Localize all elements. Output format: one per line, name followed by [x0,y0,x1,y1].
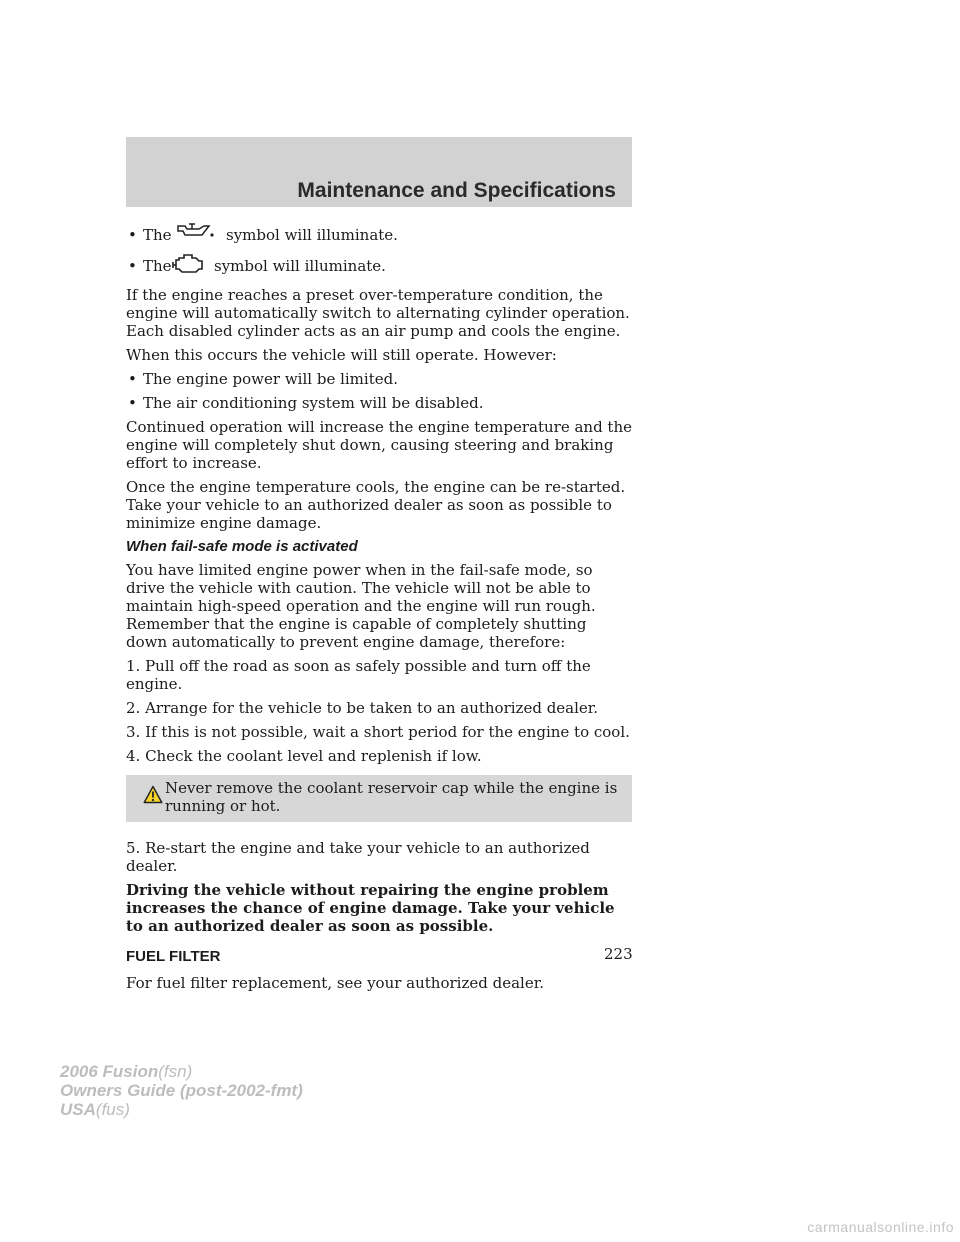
bullet-text-after: symbol will illuminate. [214,257,386,275]
paragraph-continued-operation: Continued operation will increase the engine temperature and the engine will completely shut down, causing steering and braking effort to increase. [126,418,633,472]
warning-triangle-icon [143,785,163,804]
check-engine-icon [172,251,206,275]
step-item: 1. Pull off the road as soon as safely possible and turn off the engine. [126,657,591,693]
symbol-bullet-temperature [126,224,632,246]
paragraph-restart: Once the engine temperature cools, the engine can be re-started. Take your vehicle to an authorized dealer as soon as possible to minimize engine damage. [126,478,626,532]
caution-box [126,775,632,822]
paragraph-over-temperature: If the engine reaches a preset over-temperature condition, the engine will automatically switch to alternating cylinder operation. Each disabled cylinder acts as an air pump and cools the engine. [126,286,630,340]
footer-line [60,1081,303,1100]
step-item: 4. Check the coolant level and replenish if low. [126,747,482,765]
bullet-dot: • [128,226,137,244]
bullet-dot: • [128,370,137,388]
list-item [126,370,632,388]
symbol-bullet-check-engine [126,255,632,277]
bullet-text-before: The [143,226,172,244]
bullet-dot: • [128,394,137,412]
page-content [126,224,632,998]
paragraph-fuel-filter: For fuel filter replacement, see your authorized dealer. [126,974,545,992]
paragraph-fail-safe: You have limited engine power when in the fail-safe mode, so drive the vehicle with caution. The vehicle will not be able to maintain high-speed operation and the engine will run rough. Remember that the engine is capable of completely shutting down automatically to prevent engine damage, therefore: [126,561,596,651]
step-item: 3. If this is not possible, wait a short period for the engine to cool. [126,723,630,741]
step-item: 2. Arrange for the vehicle to be taken to an authorized dealer. [126,699,599,717]
section-heading-fuel-filter: FUEL FILTER [126,948,221,965]
bold-warning: Driving the vehicle without repairing the engine problem increases the chance of engine damage. Take your vehicle to an authorized dealer as soon as possible. [126,881,615,935]
footer-line [60,1100,303,1119]
temperature-oil-can-icon [176,220,216,240]
step-item: 5. Re-start the engine and take your vehicle to an authorized dealer. [126,839,590,875]
footer-line [60,1062,303,1081]
watermark: carmanualsonline.info [807,1219,954,1235]
list-item [126,394,632,412]
bullet-text-after: symbol will illuminate. [226,226,398,244]
bullet-dot: • [128,257,137,275]
footer-model-code: (fsn) [158,1062,193,1081]
list-item-text: The engine power will be limited. [143,370,398,388]
footer-market: USA [60,1100,96,1119]
paragraph-still-operate: When this occurs the vehicle will still operate. However: [126,346,557,364]
header-band [126,137,632,207]
page-title: Maintenance and Specifications [297,179,616,202]
caution-text: Never remove the coolant reservoir cap while the engine is running or hot. [165,779,618,815]
footer-model: 2006 Fusion [60,1062,159,1081]
subheading-fail-safe: When fail-safe mode is activated [126,538,358,555]
page-number: 223 [604,945,633,963]
list-item-text: The air conditioning system will be disabled. [143,394,484,412]
footer-guide: Owners Guide (post-2002-fmt) [60,1081,303,1100]
bullet-text-before: The [143,257,172,275]
footer-metadata [60,1062,303,1119]
footer-market-code: (fus) [95,1100,130,1119]
